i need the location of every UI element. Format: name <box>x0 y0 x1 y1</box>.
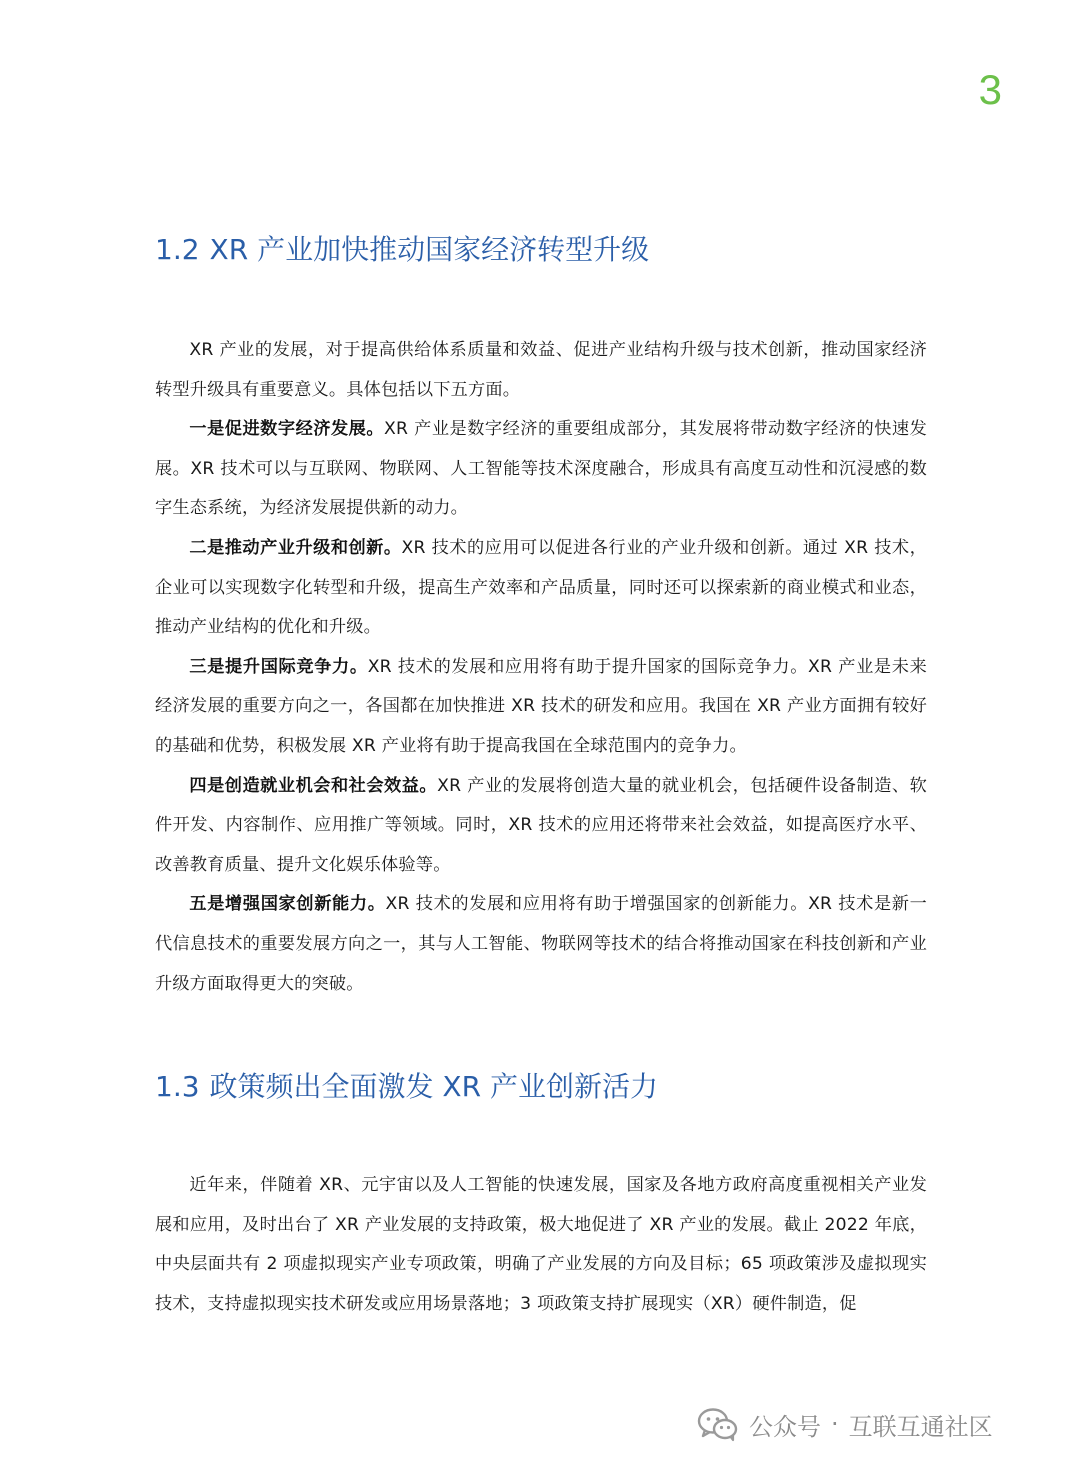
wechat-icon <box>697 1406 739 1442</box>
section-number: 1.2 <box>155 233 200 266</box>
paragraph-lead: 三是提升国际竞争力。 <box>189 656 368 677</box>
section-title: 政策频出全面激发 XR 产业创新活力 <box>209 1070 658 1103</box>
paragraph-point-4 <box>155 767 927 886</box>
paragraph-intro <box>155 331 927 410</box>
paragraph-text: XR 技术的应用可以促进各行业的产业升级和创新。通过 XR 技术，企业可以实现数字化转型和升级，提高生产效率和产品质量，同时还可以探索新的商业模式和业态，推动产业结构的优化和升级。 <box>155 537 927 638</box>
paragraph-text: XR 产业是数字经济的重要组成部分，其发展将带动数字经济的快速发展。XR 技术可以与互联网、物联网、人工智能等技术深度融合，形成具有高度互动性和沉浸感的数字生态系统，为经济发展提供新的动力。 <box>155 419 927 519</box>
paragraph-intro <box>155 1166 927 1324</box>
footer-separator: · <box>831 1410 839 1438</box>
paragraph-lead: 五是增强国家创新能力。 <box>189 894 386 915</box>
paragraph-lead: 二是推动产业升级和创新。 <box>189 537 402 558</box>
paragraph-text: XR 产业的发展，对于提高供给体系质量和效益、促进产业结构升级与技术创新，推动国家经济转型升级具有重要意义。具体包括以下五方面。 <box>155 340 927 400</box>
footer-account-name: 互联互通社区 <box>848 1412 993 1441</box>
paragraph-point-1 <box>155 410 927 529</box>
paragraph-text: 近年来，伴随着 XR、元宇宙以及人工智能的快速发展，国家及各地方政府高度重视相关产业发展和应用，及时出台了 XR 产业发展的支持政策，极大地促进了 XR 产业的发展。截止 2022 年底，中央层面共有 2 项虚拟现实产业专项政策，明确了产业发展的方向及目标；65 项政策涉及虚拟现实技术，支持虚拟现实技术研发或应用场景落地；3 项政策支持扩展现实（XR）硬件制造，促 <box>155 1175 927 1314</box>
section-body-1-2 <box>155 331 927 1004</box>
paragraph-point-5 <box>155 885 927 1004</box>
paragraph-lead: 一是促进数字经济发展。 <box>189 419 385 440</box>
footer-watermark <box>697 1402 993 1446</box>
section-body-1-3 <box>155 1166 927 1324</box>
section-heading-1-3 <box>155 1067 927 1107</box>
section-number: 1.3 <box>155 1070 200 1103</box>
paragraph-text: XR 技术的发展和应用将有助于提升国家的国际竞争力。XR 产业是未来经济发展的重要方向之一，各国都在加快推进 XR 技术的研发和应用。我国在 XR 产业方面拥有较好的基础和优势，积极发展 XR 产业将有助于提高我国在全球范围内的竞争力。 <box>155 656 927 756</box>
section-title: XR 产业加快推动国家经济转型升级 <box>209 233 650 266</box>
paragraph-point-3 <box>155 648 927 767</box>
paragraph-text: XR 技术的发展和应用将有助于增强国家的创新能力。XR 技术是新一代信息技术的重要发展方向之一，其与人工智能、物联网等技术的结合将推动国家在科技创新和产业升级方面取得更大的突破。 <box>155 894 928 994</box>
paragraph-point-2 <box>155 529 927 648</box>
page-number: 3 <box>978 66 1002 113</box>
paragraph-text: XR 产业的发展将创造大量的就业机会，包括硬件设备制造、软件开发、内容制作、应用推广等领域。同时，XR 技术的应用还将带来社会效益，如提高医疗水平、改善教育质量、提升文化娱乐体验等。 <box>155 775 928 875</box>
footer-account-label: 公众号 <box>749 1412 821 1441</box>
paragraph-lead: 四是创造就业机会和社会效益。 <box>189 775 438 796</box>
section-heading-1-2 <box>155 230 927 270</box>
